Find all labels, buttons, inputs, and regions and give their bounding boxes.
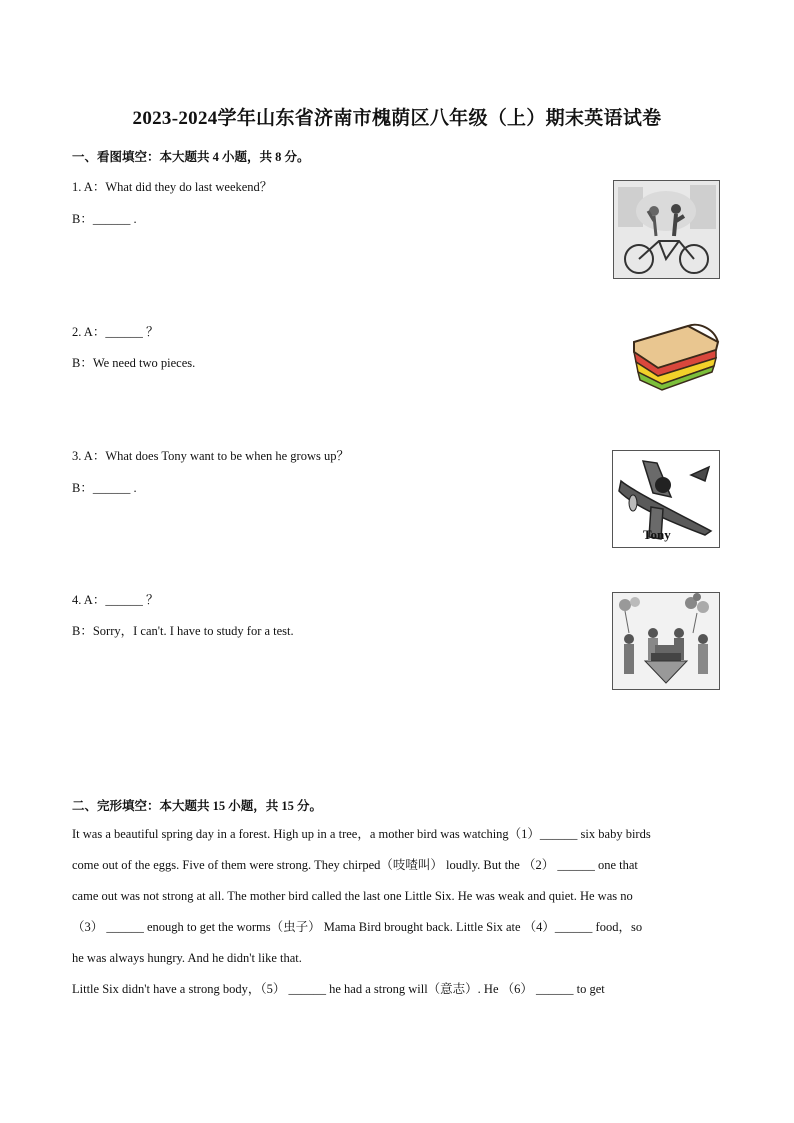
question-2-a: 2. A：______ ？	[72, 325, 159, 339]
question-4-b: B：Sorry，I can't. I have to study for a test.	[72, 624, 294, 638]
bicycle-picture	[613, 180, 720, 279]
passage-line: came out was not strong at all. The mother bird called the last one Little Six. He was weak and quiet. He was no	[72, 889, 633, 903]
passage-line: Little Six didn't have a strong body，（5） ______ he had a strong will（意志）. He （6） ______ to get	[72, 982, 605, 996]
sandwich-picture	[628, 320, 723, 395]
passage-line: （3） ______ enough to get the worms（虫子） Mama Bird brought back. Little Six ate （4）______ food，so	[72, 920, 643, 934]
airplane-picture	[612, 450, 720, 548]
question-2-b: B：We need two pieces.	[72, 356, 196, 370]
question-1-a: 1. A：What did they do last weekend？	[72, 180, 273, 194]
passage-line: come out of the eggs. Five of them were strong. They chirped（吱喳叫） loudly. But the （2） ______ one that	[72, 858, 638, 872]
party-picture	[612, 592, 720, 690]
question-1-b: B：______ .	[72, 212, 137, 226]
passage-line: he was always hungry. And he didn't like that.	[72, 951, 302, 965]
section-1-heading: 一、看图填空：本大题共 4 小题，共 8 分。	[72, 150, 310, 164]
page-title: 2023-2024学年山东省济南市槐荫区八年级（上）期末英语试卷	[132, 108, 662, 129]
question-3-b: B：______ .	[72, 481, 137, 495]
question-4-a: 4. A：______ ？	[72, 593, 159, 607]
tony-label: Tony	[643, 527, 671, 542]
question-3-a: 3. A：What does Tony want to be when he grows up？	[72, 449, 349, 463]
section-2-heading: 二、完形填空：本大题共 15 小题，共 15 分。	[72, 799, 323, 813]
passage-line: It was a beautiful spring day in a forest. High up in a tree，a mother bird was watching（1）______ six baby birds	[72, 827, 651, 841]
cloze-passage	[72, 819, 722, 1005]
